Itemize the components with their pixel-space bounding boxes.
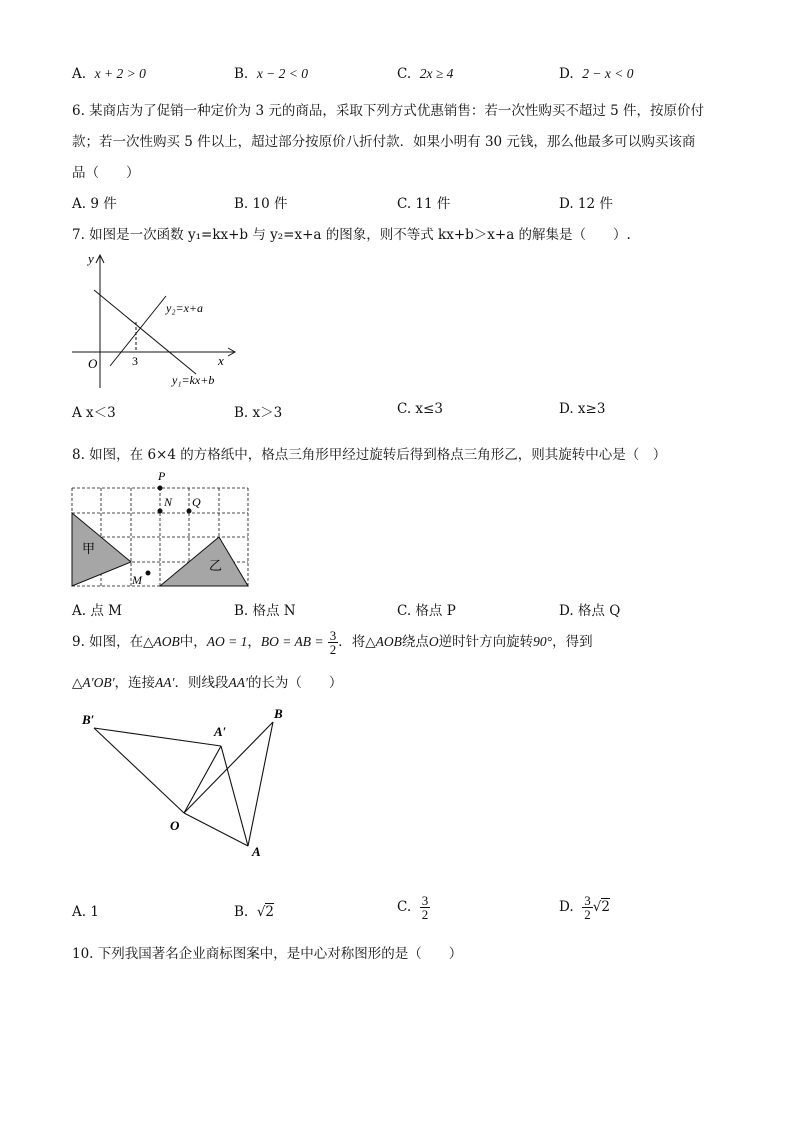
q9-label-a1: A′ xyxy=(214,724,227,739)
q7-origin-label: O xyxy=(88,356,98,371)
q7-line2-label: y₂=x+a xyxy=(166,301,204,315)
q9-label-b1: B′ xyxy=(82,712,95,727)
q8-options xyxy=(0,599,794,619)
q6-options xyxy=(0,192,794,212)
q9-seg-oa1 xyxy=(184,746,221,813)
q8-label-jia: 甲 xyxy=(82,542,96,557)
q9-seg-ob xyxy=(184,722,273,813)
q8-option-a[interactable]: A. 点 M xyxy=(72,603,122,619)
q9-option-d[interactable]: D. $\frac{3}{2}$ √2 xyxy=(559,893,610,922)
q9-seg-b1a1 xyxy=(94,728,221,746)
q7-line1-label: y₁=kx+b xyxy=(172,373,215,387)
q7-line-y2 xyxy=(110,296,166,366)
q10-stem: 10. 下列我国著名企业商标图案中，是中心对称图形的是（ ） xyxy=(72,946,463,962)
q7-option-d[interactable]: D. x≥3 xyxy=(559,401,606,417)
q8-label-m: M xyxy=(132,573,142,587)
q7-option-c[interactable]: C. x≤3 xyxy=(397,401,443,417)
q8-triangle-jia xyxy=(72,513,131,586)
q9-stem-line1: 9. 如图，在△AOB中，AO = 1，BO = AB = $\frac{3}{2}$ ．将△AOB绕点O逆时针方向旋转90°，得到 xyxy=(72,628,593,657)
q9-ao-expr: AO = 1 xyxy=(206,634,248,649)
q8-option-d[interactable]: D. 格点 Q xyxy=(559,603,621,619)
q9-fraction: $\frac{3}{2}$ xyxy=(329,628,337,657)
q6-stem-line2: 款；若一次性购买 5 件以上，超过部分按原价八折付款．如果小明有 30 元钱，那么他最多可以购买该商 xyxy=(72,134,696,150)
q7-options xyxy=(0,401,794,421)
q8-point-m xyxy=(146,571,151,576)
q9-label-a: A xyxy=(252,844,261,859)
q9-seg-ab xyxy=(248,722,273,846)
q9-figure xyxy=(76,700,306,868)
q6-option-d[interactable]: D. 12 件 xyxy=(559,196,613,212)
sqrt-icon: √ xyxy=(256,904,266,920)
q6-option-a[interactable]: A. 9 件 xyxy=(72,196,117,212)
q9-option-a[interactable]: A. 1 xyxy=(72,904,99,920)
q7-stem: 7. 如图是一次函数 y₁=kx+b 与 y₂=x+a 的图象，则不等式 kx+b＞x+a 的解集是（ ）. xyxy=(72,227,631,243)
q7-option-b[interactable]: B. x＞3 xyxy=(234,405,283,421)
q8-triangle-yi xyxy=(160,537,248,586)
q7-tick-label: 3 xyxy=(132,354,138,368)
q8-option-c[interactable]: C. 格点 P xyxy=(397,603,456,619)
q8-point-n xyxy=(158,509,163,514)
q7-graph xyxy=(66,248,246,396)
q5-option-c[interactable]: C. 2x ≥ 4 xyxy=(397,66,454,82)
q9-option-c[interactable]: C. $\frac{3}{2}$ xyxy=(397,893,429,922)
q8-option-b[interactable]: B. 格点 N xyxy=(234,603,296,619)
q7-y-label: y xyxy=(88,251,94,266)
q8-point-p xyxy=(158,486,163,491)
q6-option-c[interactable]: C. 11 件 xyxy=(397,196,451,212)
q9-option-b[interactable]: B. √2 xyxy=(234,904,275,920)
q8-label-n: N xyxy=(164,495,173,509)
q9-options xyxy=(0,893,794,936)
q9-seg-oa xyxy=(184,813,248,846)
q7-option-a[interactable]: A x＜3 xyxy=(72,405,116,421)
q8-label-p: P xyxy=(158,469,166,483)
q7-x-label: x xyxy=(218,353,224,368)
q5-options xyxy=(0,66,794,86)
q5-option-b[interactable]: B. x − 2 < 0 xyxy=(234,66,309,82)
q8-point-q xyxy=(187,509,192,514)
q6-stem-line3: 品（ ） xyxy=(72,165,140,181)
q8-label-q: Q xyxy=(192,495,201,509)
q9-triangle-aob: △AOB xyxy=(143,634,180,649)
q9-label-b: B xyxy=(274,706,283,721)
q6-option-b[interactable]: B. 10 件 xyxy=(234,196,288,212)
q5-option-d[interactable]: D. 2 − x < 0 xyxy=(559,66,634,82)
sqrt-icon: √ xyxy=(592,899,602,915)
q9-bo-expr: BO = AB = xyxy=(260,634,324,649)
q9-seg-ob1 xyxy=(94,728,184,813)
q8-stem: 8. 如图，在 6×4 的方格纸中，格点三角形甲经过旋转后得到格点三角形乙，则其旋转中心是（ ） xyxy=(72,447,667,463)
q8-grid-figure xyxy=(66,466,256,592)
q9-stem-line2: △A′OB′，连接AA′．则线段AA′的长为（ ） xyxy=(72,675,343,691)
q9-label-o: O xyxy=(170,818,180,833)
q6-stem-line1: 6. 某商店为了促销一种定价为 3 元的商品，采取下列方式优惠销售：若一次性购买不超过 5 件，按原价付 xyxy=(72,103,705,119)
q5-option-a[interactable]: A. x + 2 > 0 xyxy=(72,66,146,82)
q8-label-yi: 乙 xyxy=(209,559,223,574)
